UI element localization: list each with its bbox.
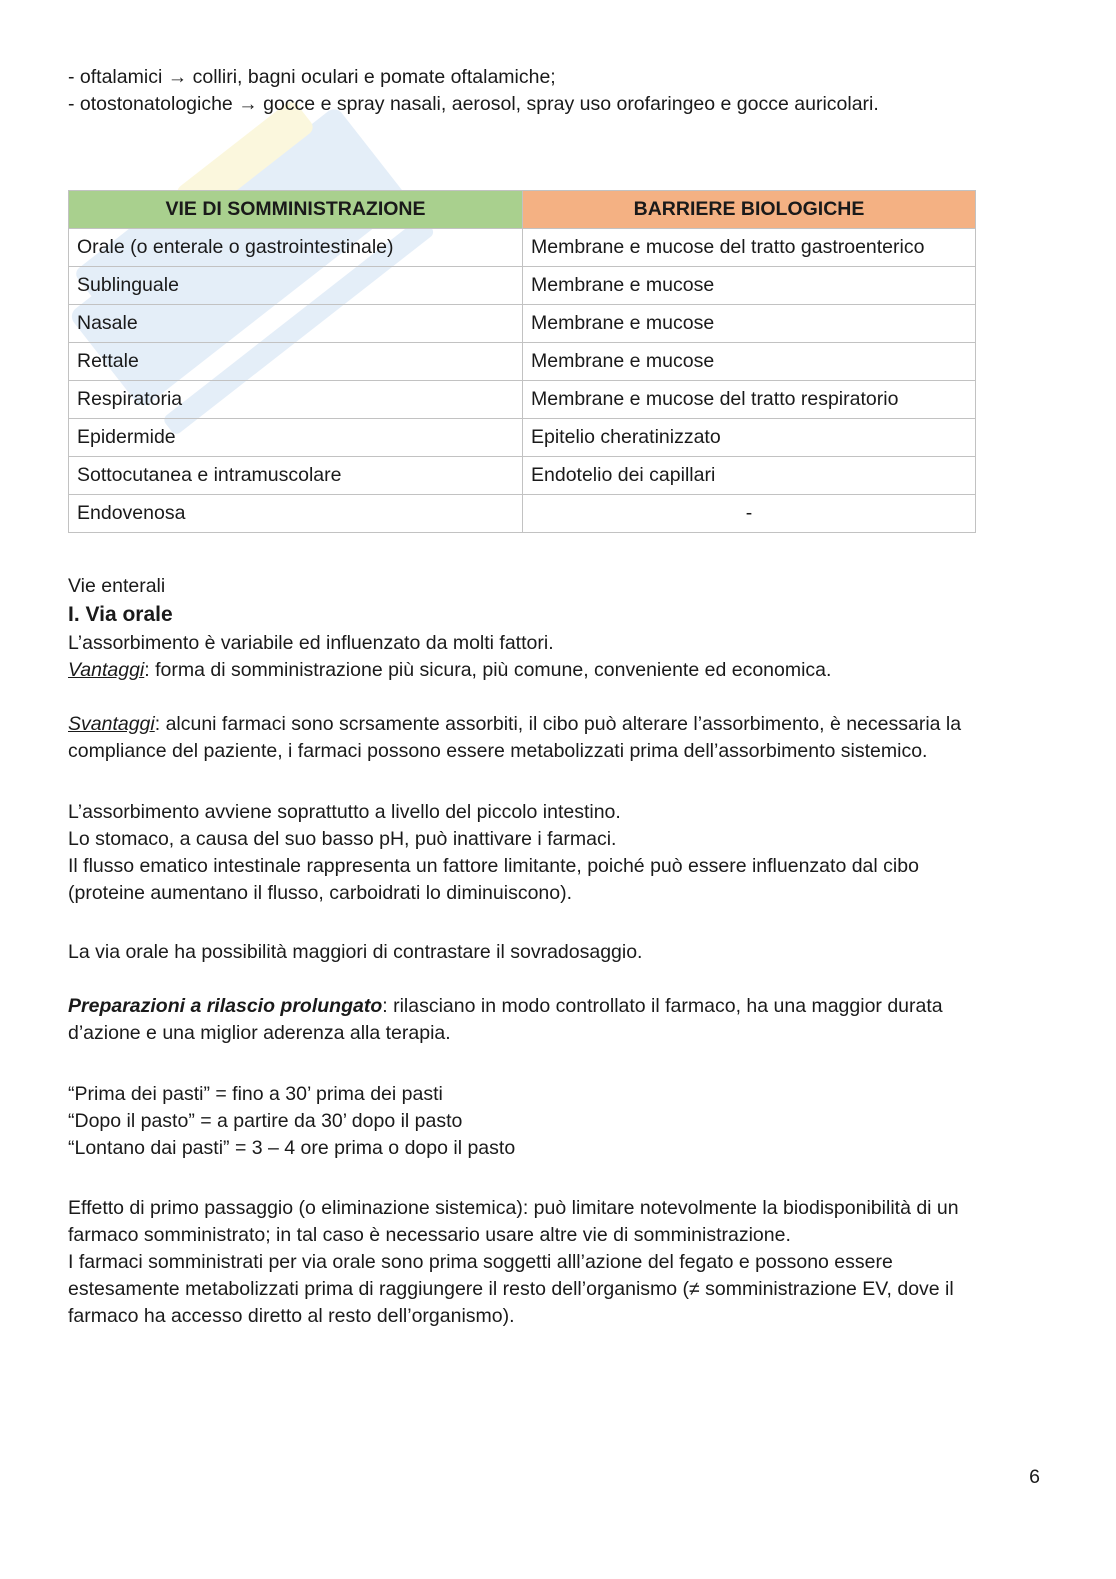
administration-routes-table <box>68 190 976 533</box>
absorb-line: L’assorbimento avviene soprattutto a livello del piccolo intestino. <box>68 801 621 823</box>
page-number: 6 <box>1029 1466 1040 1488</box>
prep-paragraph: Preparazioni a rilascio prolungato: rilasciano in modo controllato il farmaco, ha una maggior durata <box>68 995 943 1017</box>
barrier-cell: Membrane e mucose del tratto respiratorio <box>523 381 976 419</box>
route-cell: Respiratoria <box>69 381 523 419</box>
barrier-cell: Membrane e mucose del tratto gastroenterico <box>523 229 976 267</box>
table-header-row <box>69 191 976 229</box>
table-row <box>69 419 976 457</box>
route-cell: Sottocutanea e intramuscolare <box>69 457 523 495</box>
intro-paragraph: L’assorbimento è variabile ed influenzato da molti fattori. <box>68 632 554 654</box>
route-cell: Epidermide <box>69 419 523 457</box>
table-row <box>69 229 976 267</box>
absorb-line: Il flusso ematico intestinale rappresenta un fattore limitante, poiché può essere influenzato dal cibo <box>68 855 919 877</box>
table-row <box>69 495 976 533</box>
first-pass-line: farmaco ha accesso diretto al resto dell’organismo). <box>68 1305 515 1327</box>
section-subtitle: Vie enterali <box>68 575 166 597</box>
barrier-cell: - <box>523 495 976 533</box>
route-cell: Nasale <box>69 305 523 343</box>
barrier-cell: Endotelio dei capillari <box>523 457 976 495</box>
table-row <box>69 305 976 343</box>
timing-line: “Prima dei pasti” = fino a 30’ prima dei pasti <box>68 1083 443 1105</box>
vantaggi-label: Vantaggi <box>68 659 145 681</box>
route-cell: Endovenosa <box>69 495 523 533</box>
svantaggi-paragraph: Svantaggi: alcuni farmaci sono scrsamente assorbiti, il cibo può alterare l’assorbimento, è necessaria la <box>68 713 962 735</box>
route-cell: Rettale <box>69 343 523 381</box>
barrier-cell: Membrane e mucose <box>523 305 976 343</box>
svantaggi-paragraph-cont: compliance del paziente, i farmaci possono essere metabolizzati prima dell’assorbimento sistemico. <box>68 740 928 762</box>
svantaggi-label: Svantaggi <box>68 713 155 735</box>
barrier-cell: Epitelio cheratinizzato <box>523 419 976 457</box>
vantaggi-paragraph: Vantaggi: forma di somministrazione più sicura, più comune, conveniente ed economica. <box>68 659 832 681</box>
first-pass-line: Effetto di primo passaggio (o eliminazione sistemica): può limitare notevolmente la biodisponibilità di un <box>68 1197 959 1219</box>
timing-line: “Dopo il pasto” = a partire da 30’ dopo il pasto <box>68 1110 463 1132</box>
barrier-cell: Membrane e mucose <box>523 343 976 381</box>
intro-line-oftalamici: - oftalamici → colliri, bagni oculari e pomate oftalamiche; <box>68 66 556 88</box>
header-barriere-biologiche: BARRIERE BIOLOGICHE <box>523 191 976 229</box>
prep-label: Preparazioni a rilascio prolungato <box>68 995 383 1017</box>
arrow-icon: → <box>167 66 188 88</box>
overdose-paragraph: La via orale ha possibilità maggiori di contrastare il sovradosaggio. <box>68 941 643 963</box>
route-cell: Sublinguale <box>69 267 523 305</box>
table-row <box>69 381 976 419</box>
section-heading: I. Via orale <box>68 603 173 626</box>
arrow-icon: → <box>238 93 258 115</box>
absorb-line: (proteine aumentano il flusso, carboidrati lo diminuiscono). <box>68 882 573 904</box>
timing-line: “Lontano dai pasti” = 3 – 4 ore prima o dopo il pasto <box>68 1137 516 1159</box>
intro-line-otostonatologiche: - otostonatologiche → gocce e spray nasali, aerosol, spray uso orofaringeo e gocce auricolari. <box>68 93 879 115</box>
header-vie-somministrazione: VIE DI SOMMINISTRAZIONE <box>69 191 523 229</box>
prep-paragraph-cont: d’azione e una miglior aderenza alla terapia. <box>68 1022 451 1044</box>
table-row <box>69 343 976 381</box>
document-page <box>68 64 1038 1330</box>
route-cell: Orale (o enterale o gastrointestinale) <box>69 229 523 267</box>
first-pass-line: I farmaci somministrati per via orale sono prima soggetti alll’azione del fegato e possono essere <box>68 1251 893 1273</box>
first-pass-line: farmaco somministrato; in tal caso è necessario usare altre vie di somministrazione. <box>68 1224 791 1246</box>
barrier-cell: Membrane e mucose <box>523 267 976 305</box>
absorb-line: Lo stomaco, a causa del suo basso pH, può inattivare i farmaci. <box>68 828 617 850</box>
table-row <box>69 267 976 305</box>
table-row <box>69 457 976 495</box>
first-pass-line: estesamente metabolizzati prima di raggiungere il resto dell’organismo (≠ somministrazione EV, dove il <box>68 1278 954 1300</box>
